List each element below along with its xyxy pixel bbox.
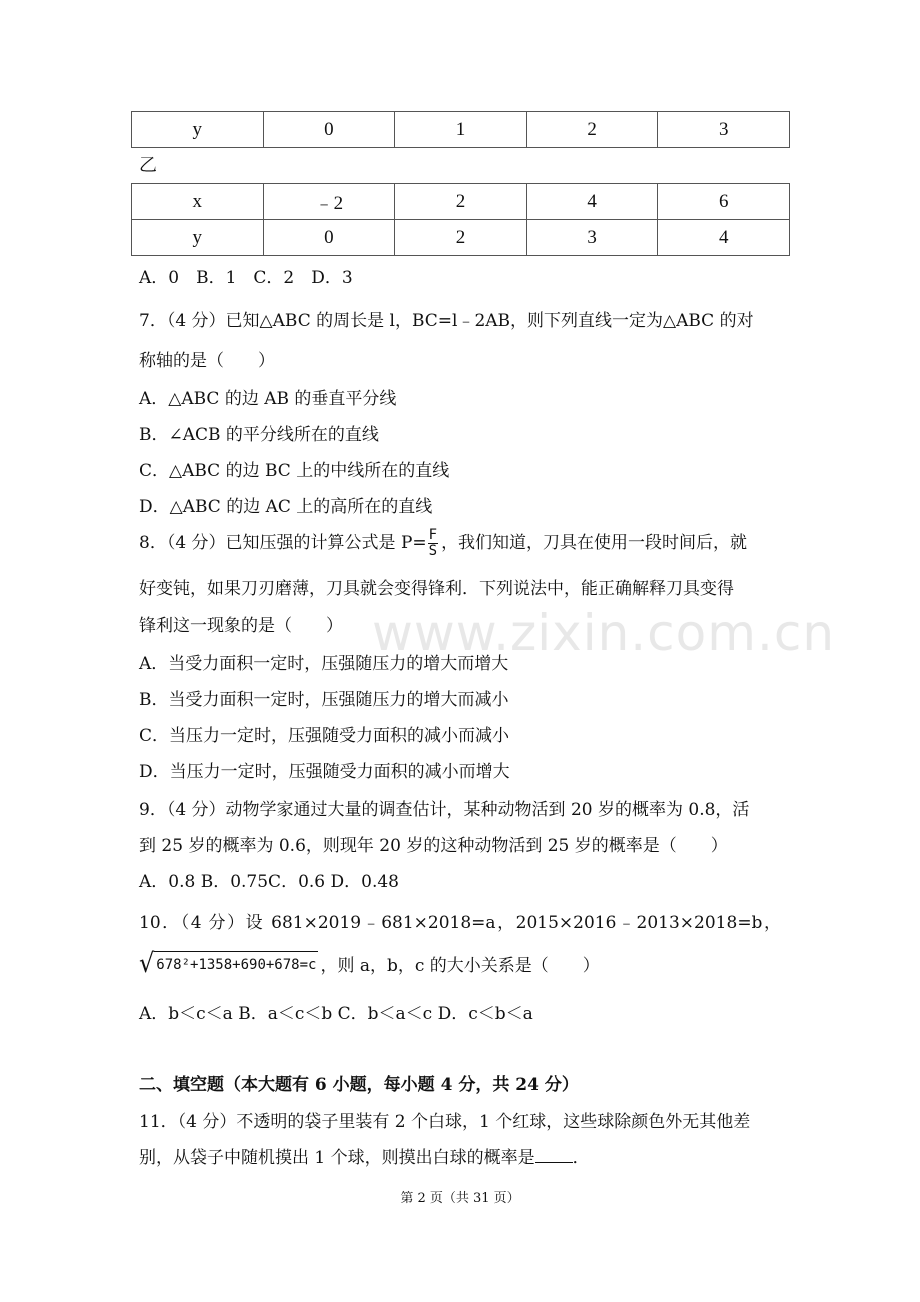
radical-expression <box>139 947 318 979</box>
table-cell: 2 <box>395 220 527 256</box>
q11-stem-line-1: 11．（4 分）不透明的袋子里装有 2 个白球，1 个红球，这些球除颜色外无其他差 <box>139 1112 751 1132</box>
table-cell: 0 <box>263 112 395 148</box>
q7-option-b: B．∠ACB 的平分线所在的直线 <box>139 425 379 445</box>
q7-option-c: C．△ABC 的边 BC 上的中线所在的直线 <box>139 461 450 481</box>
table-label-yi: 乙 <box>139 155 157 176</box>
q8-stem-suffix: ，我们知道，刀具在使用一段时间后，就 <box>441 533 748 553</box>
q8-stem-prefix: 8．（4 分）已知压强的计算公式是 P= <box>139 533 427 553</box>
q8-stem-line-2: 好变钝，如果刀刃磨薄，刀具就会变得锋利．下列说法中，能正确解释刀具变得 <box>139 579 734 599</box>
table-row <box>132 220 790 256</box>
value-table-jia <box>131 111 790 148</box>
q8-stem-line-3: 锋利这一现象的是（ ） <box>139 616 343 636</box>
q10-stem-line-1: 10．（4 分）设 681×2019﹣681×2018=a，2015×2016﹣2013×2018=b， <box>139 913 781 933</box>
table-row <box>132 112 790 148</box>
table-cell: 6 <box>658 184 790 220</box>
table-cell: 3 <box>658 112 790 148</box>
q6-options: A．0 B．1 C．2 D．3 <box>139 268 353 288</box>
q10-stem-line-2 <box>139 947 600 979</box>
table-cell: 2 <box>526 112 658 148</box>
pressure-fraction <box>428 528 438 559</box>
section-title: 二、填空题（本大题有 6 小题，每小题 4 分，共 24 分） <box>139 1075 579 1095</box>
q9-stem-line-1: 9．（4 分）动物学家通过大量的调查估计，某种动物活到 20 岁的概率为 0.8，活 <box>139 800 750 820</box>
q8-option-a: A．当受力面积一定时，压强随压力的增大而增大 <box>139 654 509 674</box>
radical-sign-icon: √ <box>139 947 155 979</box>
table-cell: 1 <box>395 112 527 148</box>
q9-options: A．0.8 B．0.75C．0.6 D．0.48 <box>139 872 399 892</box>
table-cell: ﹣2 <box>263 184 395 220</box>
table-row <box>132 184 790 220</box>
q11-stem-line-2 <box>139 1143 590 1168</box>
table-cell: 4 <box>526 184 658 220</box>
table-cell: y <box>132 220 264 256</box>
radicand: 678²+1358+690+678=c <box>154 951 318 975</box>
table-cell: y <box>132 112 264 148</box>
q8-option-b: B．当受力面积一定时，压强随压力的增大而减小 <box>139 690 509 710</box>
table-cell: 3 <box>526 220 658 256</box>
q10-stem-suffix: ，则 a，b，c 的大小关系是（ ） <box>320 956 600 976</box>
q7-stem-line-1: 7．（4 分）已知△ABC 的周长是 l，BC=l﹣2AB，则下列直线一定为△ABC 的对 <box>139 311 754 331</box>
q8-option-c: C．当压力一定时，压强随受力面积的减小而减小 <box>139 726 510 746</box>
q10-options: A．b＜c＜a B．a＜c＜b C．b＜a＜c D．c＜b＜a <box>139 1004 533 1024</box>
q9-stem-line-2: 到 25 岁的概率为 0.6，则现年 20 岁的这种动物活到 25 岁的概率是（ ） <box>139 836 728 856</box>
q7-option-a: A．△ABC 的边 AB 的垂直平分线 <box>139 389 397 409</box>
table-cell: x <box>132 184 264 220</box>
q11-stem-text: 别，从袋子中随机摸出 1 个球，则摸出白球的概率是 <box>139 1148 535 1168</box>
fraction-denominator: S <box>428 543 438 559</box>
watermark: www.zixin.com.cn <box>372 604 836 662</box>
table-cell: 0 <box>263 220 395 256</box>
value-table-yi <box>131 183 790 256</box>
page-footer: 第 2 页（共 31 页） <box>400 1191 520 1206</box>
q11-stem-end: ． <box>572 1148 590 1168</box>
q7-stem-line-2: 称轴的是（ ） <box>139 351 275 371</box>
answer-blank <box>535 1148 573 1163</box>
fraction-numerator: F <box>428 527 438 543</box>
table-cell: 4 <box>658 220 790 256</box>
table-cell: 2 <box>395 184 527 220</box>
q8-option-d: D．当压力一定时，压强随受力面积的减小而增大 <box>139 762 510 782</box>
q7-option-d: D．△ABC 的边 AC 上的高所在的直线 <box>139 497 433 517</box>
q8-stem-line-1 <box>139 528 747 559</box>
